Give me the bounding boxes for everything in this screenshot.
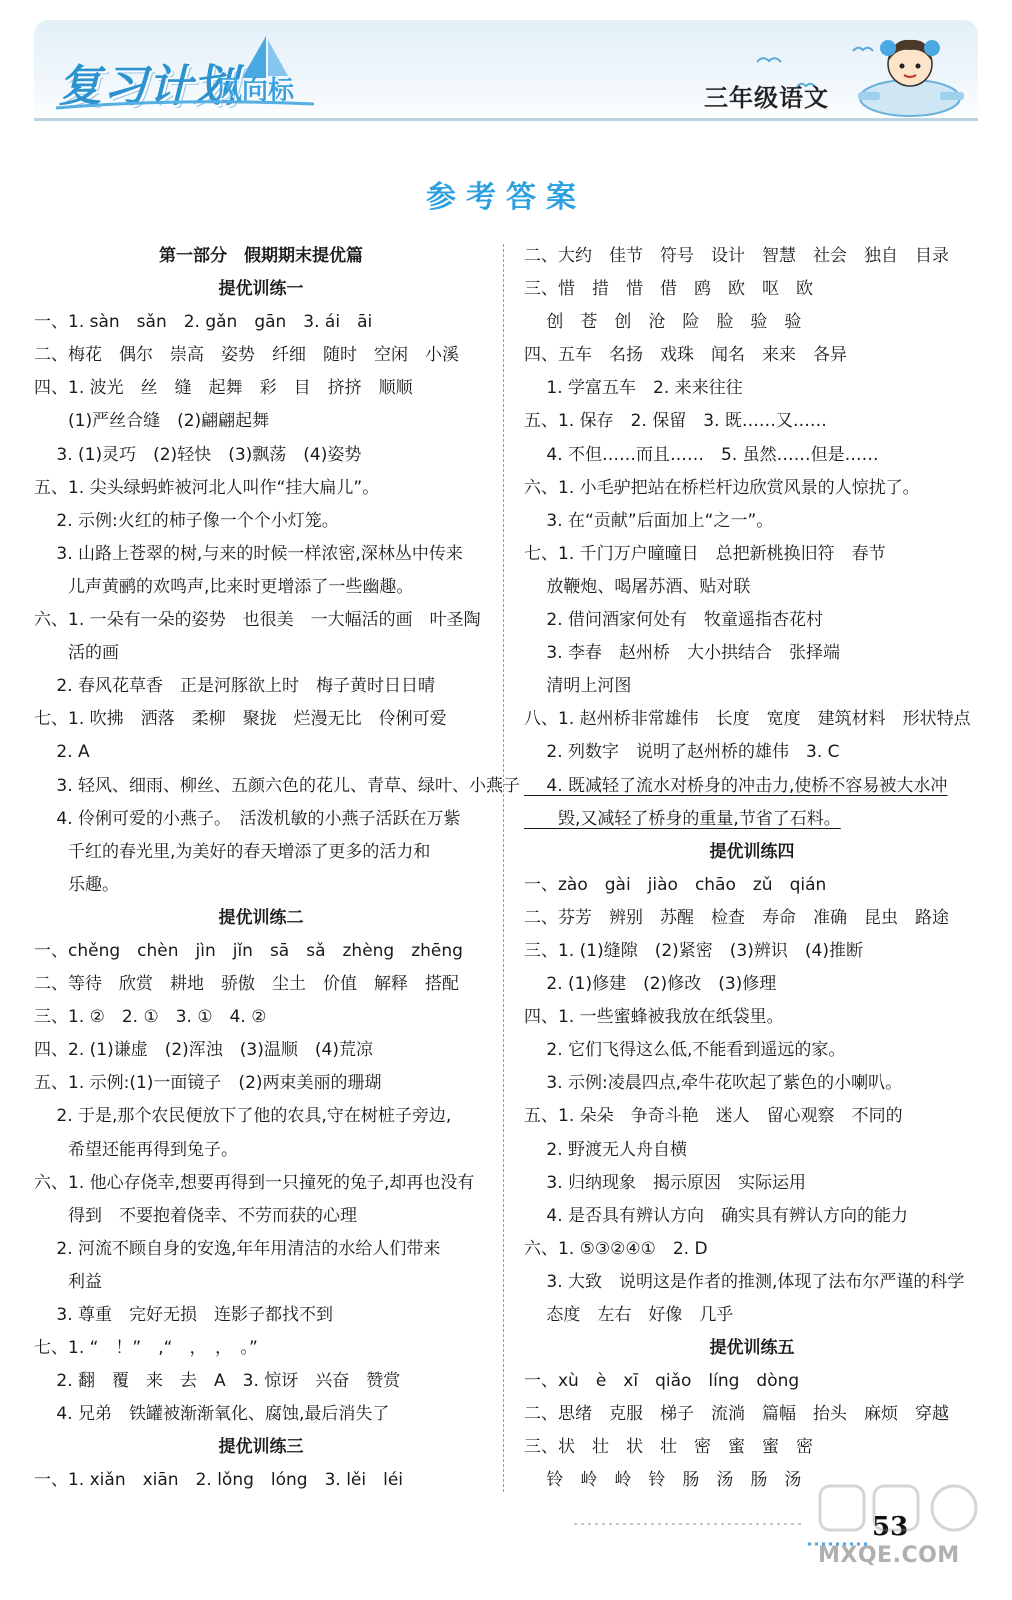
answer-line: 2. (1)修建 (2)修改 (3)修理 [524, 974, 777, 995]
answer-line: 2. 示例:火红的柿子像一个个小灯笼。 [34, 510, 339, 531]
answer-line: 六、1. ⑤③②④① 2. D [524, 1238, 708, 1259]
brand-title: 复习计划 [58, 61, 238, 112]
answer-line: 3. 示例:凌晨四点,牵牛花吹起了紫色的小喇叭。 [524, 1073, 903, 1094]
answer-line: 铃 岭 岭 铃 肠 汤 肠 汤 [524, 1470, 802, 1491]
exercise-heading: 提优训练一 [218, 279, 304, 300]
swoosh-decoration [56, 98, 316, 112]
answer-line-underlined: 毁,又减轻了桥身的重量,节省了石料。 [524, 808, 841, 829]
answer-line: 一、xù è xī qiǎo líng dòng [524, 1371, 800, 1392]
column-divider [503, 244, 504, 1492]
answer-line: 三、1. (1)缝隙 (2)紧密 (3)辨识 (4)推断 [524, 940, 863, 961]
answer-line: 六、1. 他心存侥幸,想要再得到一只撞死的兔子,却再也没有 [34, 1172, 475, 1193]
answer-line: 活的画 [34, 643, 119, 664]
dotted-decoration [574, 1521, 804, 1527]
answer-line: 2. 借问酒家何处有 牧童遥指杏花村 [524, 610, 824, 631]
exercise-heading: 提优训练二 [218, 907, 304, 928]
answer-line: 2. 于是,那个农民便放下了他的农具,守在树桩子旁边, [34, 1106, 452, 1127]
answer-line: 3. 尊重 完好无损 连影子都找不到 [34, 1305, 334, 1325]
answer-line: 一、zào gài jiào chāo zǔ qián [524, 874, 827, 895]
answer-line: 4. 不但……而且…… 5. 虽然……但是…… [524, 444, 879, 465]
answer-line: 乐趣。 [34, 874, 119, 895]
exercise-heading: 提优训练四 [709, 841, 795, 862]
answer-line: 利益 [34, 1271, 102, 1292]
answer-line: 六、1. 小毛驴把站在桥栏杆边欣赏风景的人惊扰了。 [524, 477, 920, 498]
answer-line: 一、chěng chèn jìn jǐn sā sǎ zhèng zhēng [34, 940, 463, 961]
answer-line: 三、状 壮 状 壮 密 蜜 蜜 密 [524, 1437, 813, 1458]
answer-line: 三、1. ② 2. ① 3. ① 4. ② [34, 1007, 267, 1028]
answer-line: 4. 兄弟 铁罐被渐渐氧化、腐蚀,最后消失了 [34, 1404, 390, 1425]
answer-line: 五、1. 示例:(1)一面镜子 (2)两束美丽的珊瑚 [34, 1073, 382, 1094]
answer-line: 2. 河流不顾自身的安逸,年年用清洁的水给人们带来 [34, 1238, 441, 1259]
answer-line: 3. (1)灵巧 (2)轻快 (3)飘荡 (4)姿势 [34, 444, 362, 465]
answer-line: 希望还能再得到兔子。 [34, 1139, 238, 1160]
grade-label: 三年级语文 [704, 84, 829, 112]
bird-icon [756, 54, 782, 66]
answer-line: 七、1. 吹拂 洒落 柔柳 聚拢 烂漫无比 伶俐可爱 [34, 709, 447, 730]
answer-line-underlined: 4. 既减轻了流水对桥身的冲击力,使桥不容易被大水冲 [524, 775, 948, 796]
answer-line: 4. 伶俐可爱的小燕子。 活泼机敏的小燕子活跃在万紫 [34, 808, 461, 829]
answer-line: 2. 列数字 说明了赵州桥的雄伟 3. C [524, 742, 840, 763]
page-title: 参考答案 [426, 180, 586, 215]
exercise-heading: 提优训练五 [709, 1338, 795, 1359]
answer-line: 一、1. xiǎn xiān 2. lǒng lóng 3. lěi léi [34, 1470, 404, 1491]
answer-line: 四、1. 波光 丝 缝 起舞 彩 目 挤挤 顺顺 [34, 378, 413, 399]
left-column [34, 240, 521, 1498]
watermark-text: MXQE.COM [818, 1543, 960, 1568]
answer-line: 千红的春光里,为美好的春天增添了更多的活力和 [34, 841, 431, 862]
answer-line: 七、1. “ ！” ,“ ， ， 。” [34, 1338, 258, 1359]
answer-line: 三、惜 措 惜 借 鸥 欧 呕 欧 [524, 279, 813, 300]
brand-subtitle: 风向标 [216, 76, 295, 106]
answer-line: 五、1. 朵朵 争奇斗艳 迷人 留心观察 不同的 [524, 1106, 903, 1127]
page-number: 53 [872, 1512, 909, 1542]
answer-line: 3. 在“贡献”后面加上“之一”。 [524, 510, 774, 531]
answer-line: 3. 大致 说明这是作者的推测,体现了法布尔严谨的科学 [524, 1271, 965, 1292]
answer-line: 2. 翻 覆 来 去 A 3. 惊讶 兴奋 赞赏 [34, 1371, 401, 1392]
answer-line: (1)严丝合缝 (2)翩翩起舞 [34, 411, 270, 432]
exercise-heading: 提优训练三 [218, 1437, 304, 1458]
answer-line: 五、1. 尖头绿蚂蚱被河北人叫作“挂大扁儿”。 [34, 477, 380, 498]
answer-line: 4. 是否具有辨认方向 确实具有辨认方向的能力 [524, 1205, 909, 1226]
answer-line: 3. 轻风、细雨、柳丝、五颜六色的花儿、青草、绿叶、小燕子 [34, 775, 521, 796]
answer-line: 二、等待 欣赏 耕地 骄傲 尘土 价值 解释 搭配 [34, 974, 459, 995]
answer-line: 清明上河图 [524, 676, 632, 697]
answer-line: 二、思绪 克服 梯子 流淌 篇幅 抬头 麻烦 穿越 [524, 1404, 949, 1425]
answer-line: 放鞭炮、喝屠苏酒、贴对联 [524, 576, 751, 597]
answer-line: 创 苍 创 沧 险 脸 验 验 [524, 312, 802, 333]
watermark-logo-icon [814, 1480, 984, 1540]
answer-line: 四、1. 一些蜜蜂被我放在纸袋里。 [524, 1007, 784, 1028]
answer-line: 六、1. 一朵有一朵的姿势 也很美 一大幅活的画 叶圣陶 [34, 610, 481, 631]
answer-line: 一、1. sàn sǎn 2. gǎn gān 3. ái āi [34, 312, 373, 333]
answer-line: 得到 不要抱着侥幸、不劳而获的心理 [34, 1205, 357, 1226]
answer-line: 态度 左右 好像 几乎 [524, 1305, 734, 1325]
answer-line: 二、梅花 偶尔 崇高 姿势 纤细 随时 空闲 小溪 [34, 345, 459, 366]
answer-line: 四、2. (1)谦虚 (2)浑浊 (3)温顺 (4)荒凉 [34, 1040, 373, 1061]
answer-line: 2. A [34, 742, 90, 763]
answer-line: 3. 李春 赵州桥 大小拱结合 张择端 [524, 643, 841, 664]
answer-line: 儿声黄鹂的欢鸣声,比来时更增添了一些幽趣。 [34, 576, 414, 597]
answer-line: 2. 春风花草香 正是河豚欲上时 梅子黄时日日晴 [34, 676, 436, 697]
answer-line: 二、芬芳 辨别 苏醒 检查 寿命 准确 昆虫 路途 [524, 907, 949, 928]
answer-line: 二、大约 佳节 符号 设计 智慧 社会 独自 目录 [524, 246, 949, 266]
answer-line: 四、五车 名扬 戏珠 闻名 来来 各异 [524, 345, 847, 366]
section-heading: 第一部分 假期期末提优篇 [159, 246, 363, 266]
answer-line: 3. 归纳现象 揭示原因 实际运用 [524, 1172, 807, 1193]
answer-line: 2. 野渡无人舟自横 [524, 1139, 688, 1160]
answer-line: 八、1. 赵州桥非常雄伟 长度 宽度 建筑材料 形状特点 [524, 709, 971, 730]
answer-line: 七、1. 千门万户曈曈日 总把新桃换旧符 春节 [524, 543, 886, 564]
header-divider [34, 118, 978, 121]
answer-line: 2. 它们飞得这么低,不能看到遥远的家。 [524, 1040, 846, 1061]
answer-line: 五、1. 保存 2. 保留 3. 既……又…… [524, 411, 827, 432]
answer-line: 1. 学富五车 2. 来来往往 [524, 378, 743, 399]
answer-line: 3. 山路上苍翠的树,与来的时候一样浓密,深林丛中传来 [34, 543, 463, 564]
right-column [524, 240, 980, 1498]
cartoon-pilot-icon [840, 26, 970, 122]
